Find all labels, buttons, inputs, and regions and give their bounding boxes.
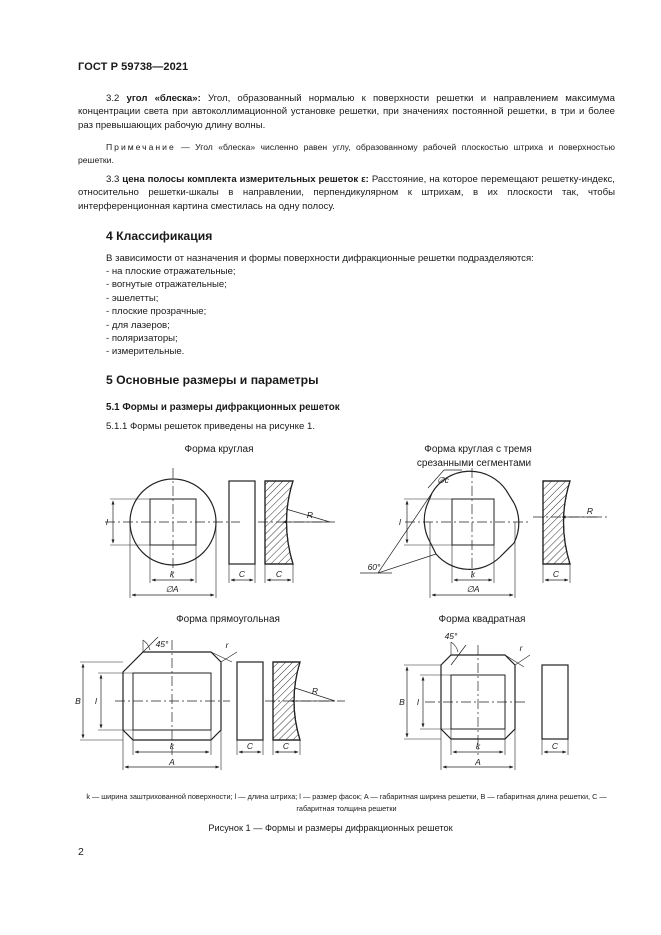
- label-c: C: [282, 741, 290, 751]
- rect-form: [80, 637, 345, 770]
- title-round-cut-2: срезанными сегментами: [416, 458, 532, 469]
- list-item: - вогнутые отражательные;: [106, 279, 227, 291]
- label-angle-45: 45°: [444, 631, 458, 641]
- clause-3-2-text: Угол, образованный нормалью к поверхности решетки и направлением максимума концентрации света при автоколлимационной установке решетки, при значениях постоянной решетки, в три и более раз превышающих рабочую длину волны.: [78, 93, 615, 131]
- section-5-1-1-text: 5.1.1 Формы решеток приведены на рисунке 1.: [106, 421, 315, 432]
- clause-3-3-text: Расстояние, на которое перемещают решетку-индекс, относительно решетки-шкалы в направлении, перпендикулярном к штрихам, в их плоскости так, чтобы интерференционная картина сместилась на одну полосу.: [78, 174, 615, 212]
- page-number: 2: [78, 846, 84, 858]
- note-text: — Угол «блеска» численно равен углу, образованному рабочей плоскостью штриха и поверхностью решетки.: [78, 142, 615, 165]
- label-a: A: [169, 757, 175, 767]
- round-form: [105, 468, 335, 598]
- section-5-1-title: 5.1 Формы и размеры дифракционных решеток: [106, 402, 340, 413]
- label-l: l: [95, 696, 97, 706]
- title-square: Форма квадратная: [438, 614, 526, 625]
- label-diam-c: ∅c: [437, 475, 449, 485]
- label-k: k: [475, 741, 481, 751]
- label-b: B: [75, 696, 81, 706]
- label-k: k: [169, 569, 175, 579]
- clause-3-2-term: угол «блеска»:: [126, 93, 201, 104]
- label-r-chamfer: r: [519, 643, 523, 653]
- label-c: C: [238, 569, 246, 579]
- label-c: C: [275, 569, 283, 579]
- round-cut-form: [360, 468, 607, 598]
- list-item: - плоские прозрачные;: [106, 306, 207, 318]
- label-c: C: [551, 741, 559, 751]
- label-l: l: [106, 517, 108, 527]
- square-form: [404, 642, 568, 770]
- classification-list: [106, 265, 236, 359]
- label-angle-60: 60°: [367, 562, 381, 572]
- label-l: l: [417, 697, 419, 707]
- label-r-chamfer: r: [225, 640, 229, 650]
- section-5-title: 5 Основные размеры и параметры: [106, 373, 319, 387]
- figure-1-drawing: [60, 436, 620, 786]
- clause-3-3-number: 3.3: [106, 174, 120, 185]
- label-l: l: [399, 517, 401, 527]
- note: [78, 141, 615, 166]
- label-r: R: [311, 686, 319, 696]
- list-item: - для лазеров;: [106, 319, 170, 331]
- figure-legend: k — ширина заштрихованной поверхности; l — длина штриха; l — размер фасок; A — габаритная ширина решетки, B — габаритная длина решетки, C — габаритная толщина решетки: [86, 792, 607, 813]
- label-r: R: [586, 506, 594, 516]
- title-rect: Форма прямоугольная: [176, 614, 280, 625]
- title-round-cut-1: Форма круглая с тремя: [424, 444, 532, 455]
- clause-3-2: [78, 92, 615, 132]
- label-angle-45: 45°: [155, 639, 169, 649]
- label-a: A: [475, 757, 481, 767]
- label-c: C: [246, 741, 254, 751]
- section-4-title: 4 Классификация: [106, 229, 213, 243]
- figure-caption: Рисунок 1 — Формы и размеры дифракционных решеток: [208, 823, 453, 833]
- label-c: C: [552, 569, 560, 579]
- list-item: - на плоские отражательные;: [106, 266, 236, 277]
- list-item: - измерительные.: [106, 346, 185, 358]
- label-b: B: [399, 697, 405, 707]
- label-diam-a: ∅A: [466, 584, 480, 594]
- label-k: k: [470, 569, 476, 579]
- section-4-intro: В зависимости от назначения и формы поверхности дифракционные решетки подразделяются:: [106, 253, 534, 264]
- label-r: R: [306, 510, 314, 520]
- note-label: Примечание: [106, 142, 176, 152]
- clause-3-2-number: 3.2: [106, 93, 120, 104]
- document-header: ГОСТ Р 59738—2021: [78, 61, 189, 73]
- label-k: k: [169, 741, 175, 751]
- title-round: Форма круглая: [184, 444, 254, 455]
- clause-3-3-term: цена полосы комплекта измерительных решеток ε:: [122, 174, 369, 185]
- label-diam-a: ∅A: [165, 584, 179, 594]
- clause-3-3: [78, 173, 615, 213]
- list-item: - поляризаторы;: [106, 333, 178, 345]
- list-item: - эшелетты;: [106, 292, 159, 304]
